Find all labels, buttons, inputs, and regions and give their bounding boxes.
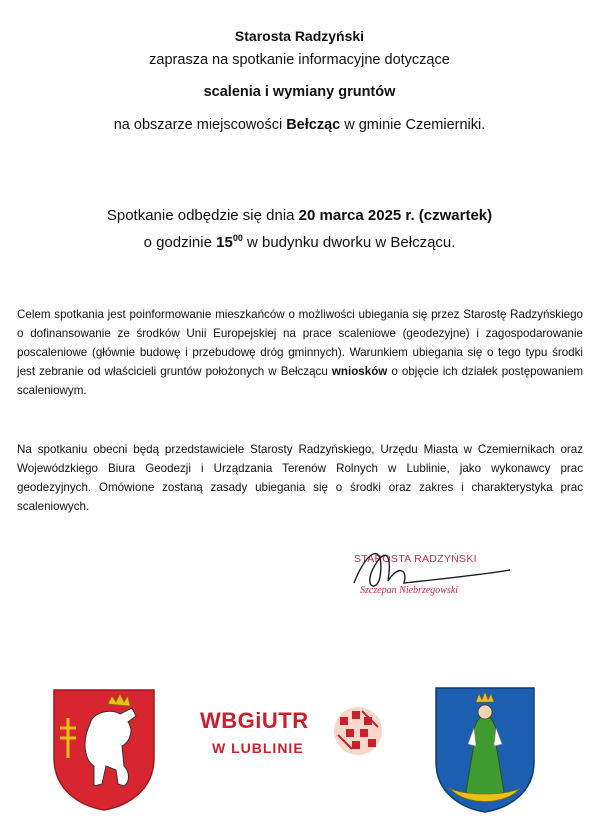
- meeting-time-before: o godzinie: [143, 234, 217, 251]
- meeting-place: w budynku dworku w Bełcząc​u.: [242, 234, 456, 251]
- meeting-time-line: [0, 233, 599, 251]
- meeting-date: 20 marca 2025 r. (czwartek): [298, 207, 493, 224]
- purpose-paragraph: [17, 305, 583, 400]
- meeting-date-before: Spotkanie odbędzie się dnia: [106, 207, 299, 224]
- meeting-minutes: 00: [232, 233, 243, 243]
- stamp-name: Szczepan Niebrzegowski: [360, 585, 459, 596]
- czemierniki-coat-of-arms-logo: [432, 684, 538, 814]
- meeting-topic: scalenia i wymiany gruntów: [203, 84, 396, 100]
- wbgiutr-mark-icon: [332, 705, 384, 757]
- wbgiutr-subtitle: W LUBLINIE: [212, 740, 304, 756]
- stamp-title: STAROSTA RADZYŃSKI: [354, 553, 477, 565]
- location-before: na obszarze miejscowości: [113, 117, 287, 133]
- wbgiutr-logo: [200, 700, 385, 770]
- purpose-bold-word: wniosków: [331, 365, 388, 378]
- purpose-text-before: Celem spotkania jest poinformowanie mieszkańców o możliwości ubiegania się przez Starostę Radzyńskiego o dofinansowanie ze środków Unii Europejskiej na prace scaleniowe (geodezyjne) i zagospodarowanie poscaleniowe (głównie budowę i przebudowę dróg gminnych). Warunkiem ubiegania się o tego typu środki jest zebranie od właścicieli gruntów położonych w Bełcząc​u: [17, 308, 583, 378]
- starosta-title: Starosta Radzyński: [234, 28, 365, 44]
- invitation-line: zaprasza na spotkanie informacyjne dotyczące: [149, 52, 450, 68]
- meeting-hour: 15: [216, 234, 233, 251]
- signature-stamp: [340, 535, 520, 610]
- location-line: [0, 117, 599, 133]
- purpose-text-after: o objęcie ich działek postępowaniem scaleniowym.: [17, 365, 583, 397]
- meeting-date-line: [0, 207, 599, 224]
- wbgiutr-title: WBGiUTR: [200, 708, 309, 733]
- attendees-paragraph: Na spotkaniu obecni będą przedstawiciele Starosty Radzyńskiego, Urzędu Miasta w Czemiernikach oraz Wojewódzkiego Biura Geodezji i Urządzania Terenów Rolnych w Lublinie, jako wykonawcy prac geodezyjnych. Omówione zostaną zasady ubiegania się o środki oraz zakres i charakterystyka prac scaleniowych.: [17, 443, 583, 513]
- location-after: w gminie Czemierniki.: [340, 117, 486, 133]
- radzyn-coat-of-arms-logo: [50, 686, 158, 812]
- location-village: Bełcząc: [286, 117, 341, 133]
